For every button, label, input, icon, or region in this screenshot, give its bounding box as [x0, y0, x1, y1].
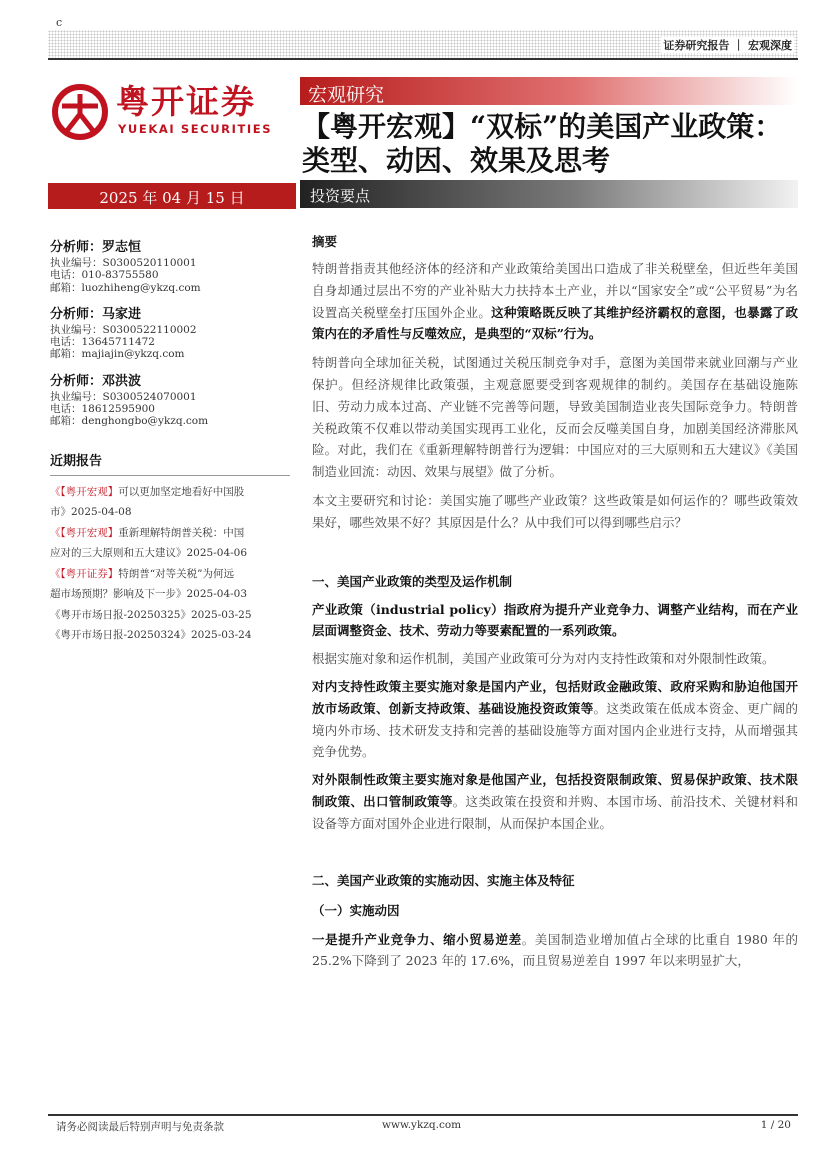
report-title: [302, 110, 802, 178]
recent-report-line[interactable]: [50, 482, 290, 503]
recent-report-line[interactable]: [50, 543, 290, 564]
logo-chinese-name: 粤开证券: [116, 82, 256, 121]
section-1-p3-text: 。这类政策在低成本资金、更广阔的境内外市场、技术研发支持和完善的基础设施等方面对国内企业进行支持，从而增强其竞争优势。: [312, 700, 798, 760]
title-line-1: 【粤开宏观】“双标”的美国产业政策：: [302, 110, 783, 143]
analyst-name: 分析师：马家进: [50, 306, 142, 322]
analyst-card: [50, 236, 290, 294]
keypoints-label: 投资要点: [310, 187, 371, 205]
analyst-phone: 电话：13645711472: [50, 336, 155, 349]
recent-report-text: 超市场预期？影响及下一步》2025-04-03: [50, 588, 248, 601]
corner-mark: c: [56, 16, 63, 29]
section-bar: [300, 77, 798, 105]
company-logo: [52, 84, 282, 140]
section-2-paragraph-1: [312, 929, 798, 973]
section-1-p1-bold: 产业政策（industrial policy）指政府为提升产业竞争力、调整产业结构，而在产业层面调整资金、技术、劳动力等要素配置的一系列政策。: [312, 601, 798, 639]
analyst-email[interactable]: 邮箱：majiajin@ykzq.com: [50, 348, 185, 361]
analyst-card: [50, 370, 290, 428]
recent-report-tag: 《【粤开宏观】: [50, 485, 119, 498]
section-1-paragraph-4: [312, 769, 798, 834]
abstract-p1-text: 特朗普指责其他经济体的经济和产业政策给美国出口造成了非关税壁垒，但近些年美国自身却通过层出不穷的产业补贴大力扶持本土产业，并以“国家安全”或“公平贸易”为名设置高关税壁垒打压国外企业。: [312, 261, 798, 320]
analyst-phone: 电话：010-83755580: [50, 269, 159, 282]
recent-report-tag: 《【粤开宏观】: [50, 526, 119, 539]
section-1-p3-bold: 对内支持性政策主要实施对象是国内产业，包括财政金融政策、政府采购和胁迫他国开放市场政策、创新支持政策、基础设施投资政策等: [312, 678, 798, 716]
abstract-heading: 摘要: [312, 234, 338, 249]
page-number: 1 / 20: [760, 1119, 791, 1131]
footer-disclaimer-link[interactable]: 请务必阅读最后特别声明与免责条款: [56, 1121, 224, 1133]
header-band: [48, 30, 798, 60]
section-1-paragraph-1: [312, 599, 798, 643]
analyst-email[interactable]: 邮箱：denghongbo@ykzq.com: [50, 415, 209, 428]
section-label: 宏观研究: [308, 84, 385, 106]
analyst-name: 分析师：邓洪波: [50, 373, 142, 389]
recent-report-line[interactable]: [50, 502, 290, 523]
report-date: 2025 年 04 月 15 日: [99, 189, 245, 207]
recent-report-text: 《粤开市场日报-20250324》2025-03-24: [50, 629, 252, 642]
section-2-subheading: （一）实施动因: [312, 902, 400, 918]
footer-website-link[interactable]: www.ykzq.com: [382, 1119, 462, 1131]
recent-report-line[interactable]: [50, 523, 290, 544]
recent-reports: [50, 450, 290, 646]
recent-report-text: 应对的三大原则和五大建议》2025-04-06: [50, 547, 248, 560]
recent-report-tag: 《【粤开证券】: [50, 567, 119, 580]
abstract-paragraph-3: 本文主要研究和讨论：美国实施了哪些产业政策？这些政策是如何运作的？哪些政策效果好，哪些效果不好？其原因是什么？从中我们可以得到哪些启示？: [312, 492, 798, 530]
abstract-paragraph-1: [312, 258, 798, 345]
section-1-paragraph-2: 根据实施对象和运作机制，美国产业政策可分为对内支持性政策和对外限制性政策。: [312, 651, 775, 667]
recent-report-text: 市》2025-04-08: [50, 506, 132, 519]
section-1-p4-text: 。这类政策在投资和并购、本国市场、前沿技术、关键材料和设备等方面对国外企业进行限制，从而保护本国企业。: [312, 793, 798, 831]
analyst-license: 执业编号：S0300524070001: [50, 390, 197, 403]
recent-report-line[interactable]: [50, 625, 290, 646]
recent-reports-title: 近期报告: [50, 450, 290, 476]
section-2-heading: 二、美国产业政策的实施动因、实施主体及特征: [312, 872, 575, 888]
recent-report-text: 重新理解特朗普关税：中国: [118, 526, 245, 539]
analyst-phone: 电话：18612595900: [50, 403, 155, 416]
recent-report-text: 可以更加坚定地看好中国股: [118, 485, 245, 498]
recent-report-text: 特朗普“对等关税”为何远: [118, 567, 234, 580]
date-bar: [48, 183, 296, 209]
section-1-paragraph-3: [312, 676, 798, 763]
report-type-label: 证券研究报告 ｜ 宏观深度: [663, 39, 792, 52]
analyst-license: 执业编号：S0300520110001: [50, 257, 197, 269]
logo-english-name: YUEKAI SECURITIES: [118, 122, 273, 136]
logo-mark-icon: [52, 84, 108, 140]
section-2-p1-text: 。美国制造业增加值占全球的比重自 1980 年的 25.2%下降到了 2023 年的 17.6%，而且贸易逆差自 1997 年以来明显扩大，: [312, 931, 798, 969]
recent-report-text: 《粤开市场日报-20250325》2025-03-25: [50, 608, 252, 621]
main-content: [312, 232, 798, 972]
recent-report-line[interactable]: [50, 584, 290, 605]
section-2-p1-bold: 一是提升产业竞争力、缩小贸易逆差: [312, 931, 522, 947]
abstract-p1-bold: 这种策略既反映了其维护经济霸权的意图，也暴露了政策内在的矛盾性与反噬效应，是典型的“双标”行为。: [312, 304, 798, 342]
section-1-p4-bold: 对外限制性政策主要实施对象是他国产业，包括投资限制政策、贸易保护政策、技术限制政策、出口管制政策等: [312, 772, 798, 809]
abstract-paragraph-2: 特朗普向全球加征关税，试图通过关税压制竞争对手，意图为美国带来就业回潮与产业保护。但经济规律比政策强，主观意愿要受到客观规律的制约。美国存在基础设施陈旧、劳动力成本过高、产业链不完善等问题，导致美国制造业丧失国际竞争力。特朗普关税政策不仅难以带动美国实现再工业化，反而会反噬美国自身，加剧美国经济滞胀风险。对此，我们在《重新理解特朗普行为逻辑：中国应对的三大原则和五大建议》《美国制造业回流：动因、效果与展望》做了分析。: [312, 355, 798, 480]
analyst-email[interactable]: 邮箱：luozhiheng@ykzq.com: [50, 281, 201, 294]
section-1-heading: 一、美国产业政策的类型及运作机制: [312, 573, 513, 589]
analyst-card: [50, 303, 290, 361]
analyst-license: 执业编号：S0300522110002: [50, 323, 197, 336]
sidebar: [50, 236, 290, 646]
footer-divider: [48, 1114, 798, 1116]
recent-report-line[interactable]: [50, 564, 290, 585]
keypoints-bar: [300, 180, 798, 208]
title-line-2: 类型、动因、效果及思考: [302, 144, 611, 177]
analyst-name: 分析师：罗志恒: [50, 240, 142, 255]
recent-report-line[interactable]: [50, 605, 290, 626]
